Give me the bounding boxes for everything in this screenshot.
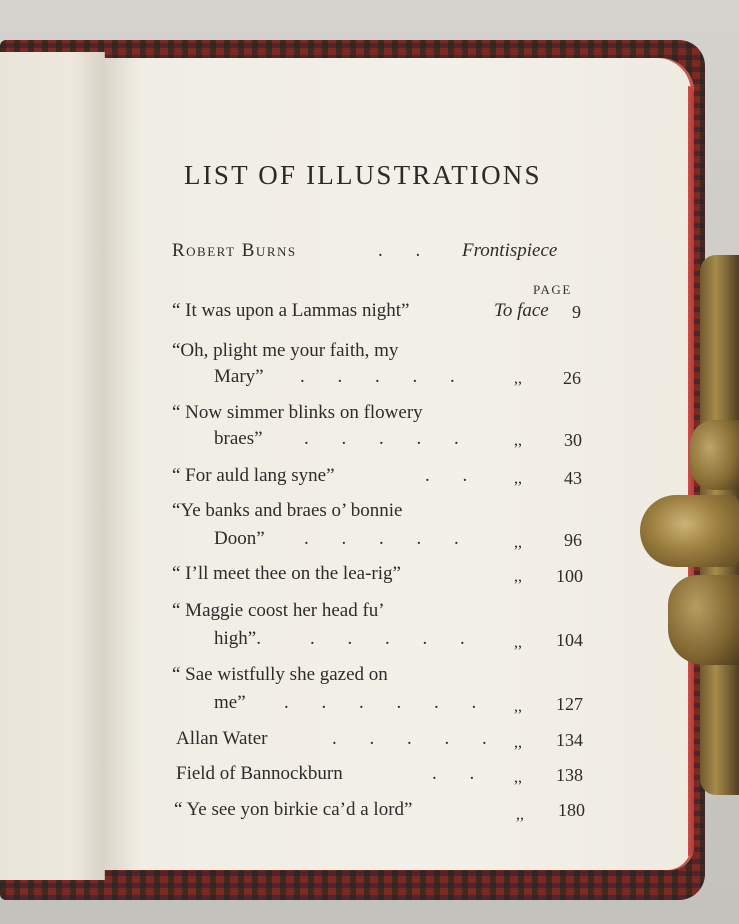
list-item-10-title: Field of Bannockburn (176, 763, 343, 784)
list-item-10-page: 138 (556, 765, 583, 785)
list-item-9-title: Allan Water (176, 728, 268, 749)
page-title: LIST OF ILLUSTRATIONS (184, 160, 542, 190)
brass-clasp-hook (640, 495, 739, 567)
list-item-10-dots: . . (432, 763, 489, 784)
list-item-4-dots: . . (425, 465, 482, 486)
list-item-4-title: “ For auld lang syne” (172, 465, 335, 486)
to-face-label: To face (494, 300, 549, 321)
list-item-6-ditto: ,, (514, 568, 522, 585)
list-item-9-dots: . . . . . (332, 728, 501, 749)
list-item-1-title: “ It was upon a Lammas night” (172, 300, 410, 321)
list-item-8-page: 127 (556, 694, 583, 714)
list-item-11-title: “ Ye see yon birkie ca’d a lord” (174, 799, 413, 820)
list-item-5-dots: . . . . . (304, 528, 473, 549)
list-item-8-dots: . . . . . . (284, 692, 491, 713)
list-item-2-page: 26 (563, 368, 581, 388)
list-item-7-page: 104 (556, 630, 583, 650)
brass-clasp-knob-lower (668, 575, 739, 665)
list-item-3-page: 30 (564, 430, 582, 450)
frontispiece-label: Frontispiece (462, 240, 558, 261)
list-item-4-ditto: ,, (514, 470, 522, 487)
list-item-11-ditto: ,, (516, 806, 524, 823)
list-item-5-title: “Ye banks and braes o’ bonnie (172, 500, 403, 521)
list-item-6-title: “ I’ll meet thee on the lea-rig” (172, 563, 401, 584)
page-column-header: PAGE (533, 282, 572, 297)
list-item-7-ditto: ,, (514, 634, 522, 651)
list-item-5-ditto: ,, (514, 534, 522, 551)
list-item-3-dots: . . . . . (304, 428, 473, 449)
list-item-4-page: 43 (564, 468, 582, 488)
list-item-1-page: 9 (572, 302, 581, 322)
list-item-8-title: “ Sae wistfully she gazed on (172, 664, 388, 685)
list-item-9-page: 134 (556, 730, 583, 750)
list-item-2-dots: . . . . . (300, 366, 469, 387)
list-item-2-title-cont: Mary” (214, 366, 264, 387)
list-item-10-ditto: ,, (514, 769, 522, 786)
list-item-11-page: 180 (558, 800, 585, 820)
list-item-3-title-cont: braes” (214, 428, 263, 449)
list-item-3-ditto: ,, (514, 432, 522, 449)
list-item-7-dots: . . . . . (310, 628, 479, 649)
list-item-3-title: “ Now simmer blinks on flowery (172, 402, 423, 423)
frontispiece-dots: . . (378, 240, 435, 261)
frontispiece-name: Robert Burns (172, 240, 297, 261)
brass-clasp-knob (690, 420, 739, 490)
left-page (0, 52, 105, 880)
list-item-2-ditto: ,, (514, 370, 522, 387)
list-item-7-title-cont: high”. (214, 628, 261, 649)
list-item-5-title-cont: Doon” (214, 528, 265, 549)
list-item-5-page: 96 (564, 530, 582, 550)
list-item-9-ditto: ,, (514, 734, 522, 751)
list-item-2-title: “Oh, plight me your faith, my (172, 340, 399, 361)
list-item-6-page: 100 (556, 566, 583, 586)
list-item-7-title: “ Maggie coost her head fu’ (172, 600, 385, 621)
list-item-8-title-cont: me” (214, 692, 246, 713)
list-item-8-ditto: ,, (514, 698, 522, 715)
